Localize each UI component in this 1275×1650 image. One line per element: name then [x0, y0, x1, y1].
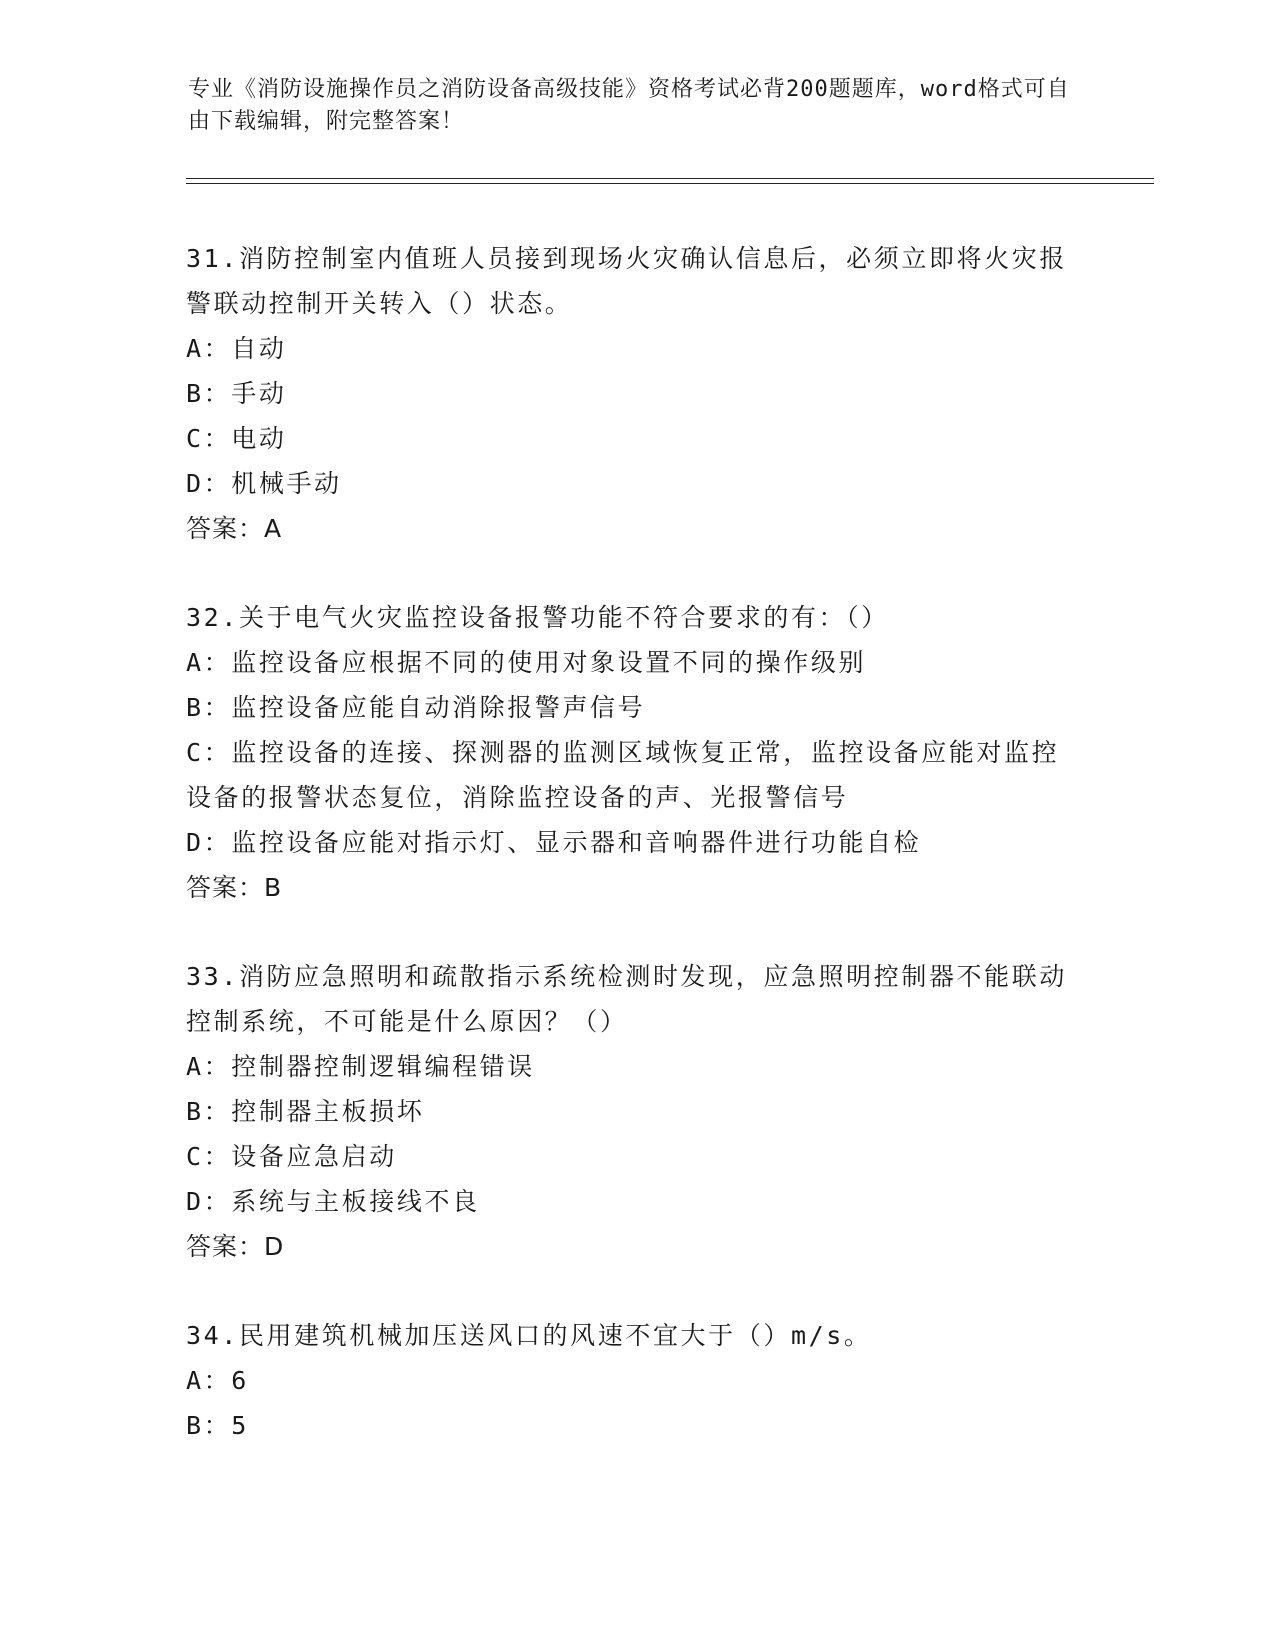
- answer-label: 答案：A: [186, 514, 283, 543]
- option-d: D：监控设备应能对指示灯、显示器和音响器件进行功能自检: [186, 828, 922, 857]
- option-c: C：监控设备的连接、探测器的监测区域恢复正常，监控设备应能对监控设备的报警状态复位，消除监控设备的声、光报警信号: [186, 738, 1060, 812]
- question-31: [186, 236, 1086, 551]
- question-33: [186, 954, 1086, 1269]
- question-stem: 34.民用建筑机械加压送风口的风速不宜大于（）m/s。: [186, 1321, 872, 1350]
- header-divider-top: [186, 178, 1154, 179]
- option-b: B：监控设备应能自动消除报警声信号: [186, 693, 646, 722]
- header-divider-bottom: [186, 183, 1154, 184]
- option-b: B：手动: [186, 379, 287, 408]
- question-stem: 33.消防应急照明和疏散指示系统检测时发现，应急照明控制器不能联动控制系统，不可能是什么原因？（）: [186, 962, 1067, 1036]
- document-header: [188, 74, 1088, 138]
- answer-label: 答案：D: [186, 1232, 285, 1261]
- question-34: [186, 1313, 1086, 1448]
- option-d: D：系统与主板接线不良: [186, 1187, 480, 1216]
- option-a: A：6: [186, 1366, 249, 1395]
- question-stem: 32.关于电气火灾监控设备报警功能不符合要求的有：（）: [186, 603, 889, 632]
- option-a: A：自动: [186, 334, 287, 363]
- document-title: 专业《消防设施操作员之消防设备高级技能》资格考试必背200题题库，word格式可自由下载编辑，附完整答案！: [188, 77, 1070, 134]
- question-32: [186, 595, 1086, 910]
- answer-label: 答案：B: [186, 873, 283, 902]
- option-b: B：5: [186, 1411, 249, 1440]
- option-d: D：机械手动: [186, 469, 342, 498]
- option-c: C：电动: [186, 424, 287, 453]
- question-stem: 31.消防控制室内值班人员接到现场火灾确认信息后，必须立即将火灾报警联动控制开关转入（）状态。: [186, 244, 1067, 318]
- option-b: B：控制器主板损坏: [186, 1097, 425, 1126]
- option-c: C：设备应急启动: [186, 1142, 397, 1171]
- question-list: [186, 236, 1086, 1492]
- option-a: A：监控设备应根据不同的使用对象设置不同的操作级别: [186, 648, 867, 677]
- option-a: A：控制器控制逻辑编程错误: [186, 1052, 535, 1081]
